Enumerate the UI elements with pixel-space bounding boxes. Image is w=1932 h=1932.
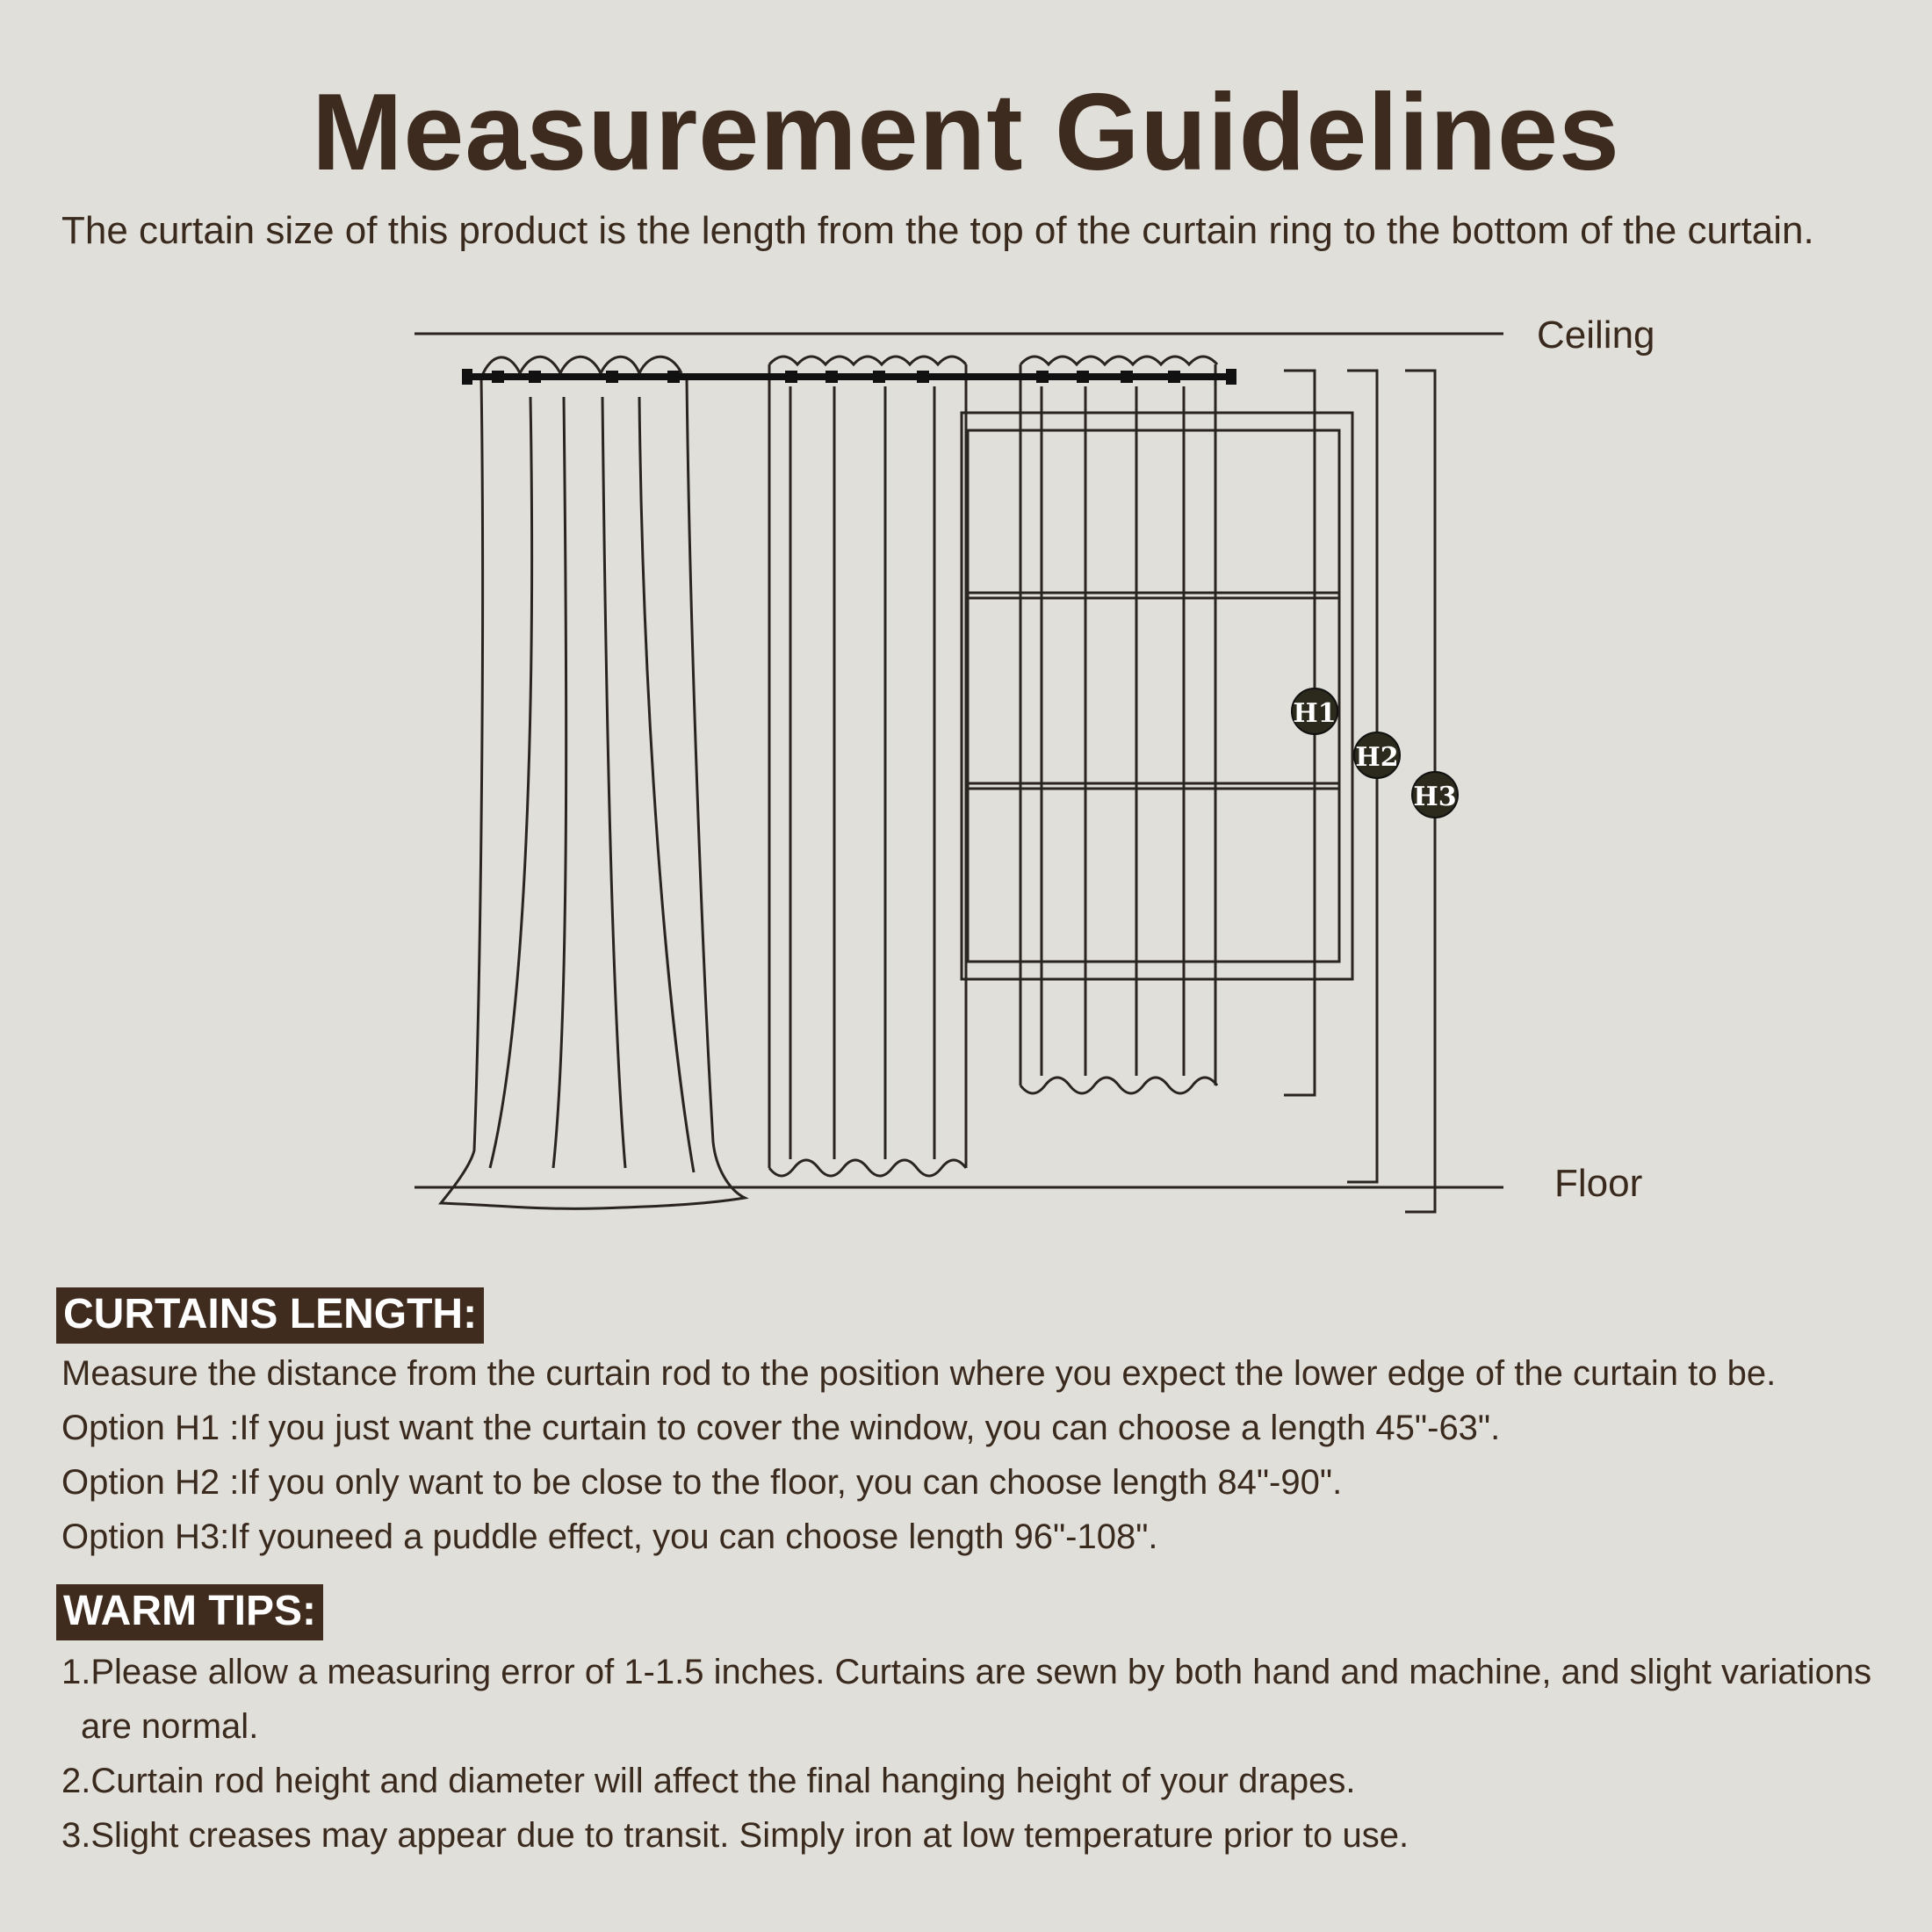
page-subtitle: The curtain size of this product is the length from the top of the curtain ring to the bottom of the curtain. [61,209,1814,252]
warm-tip-1-continued: are normal. [81,1707,259,1746]
warm-tip-1: 1.Please allow a measuring error of 1-1.5 inches. Curtains are sewn by both hand and machine, and slight variations [61,1653,1872,1691]
h3-marker [1412,772,1458,818]
curtains-length-line-3: Option H2 :If you only want to be close to the floor, you can choose length 84"-90". [61,1463,1343,1502]
h2-marker-text: H2 [1355,742,1399,773]
floor-label: Floor [1554,1162,1643,1205]
curtain-rod [462,369,1236,385]
window-inner-frame [968,430,1339,962]
curtains-length-line-4: Option H3:If youneed a puddle effect, you can choose length 96"-108". [61,1517,1158,1556]
h2-marker [1354,732,1400,778]
curtains-length-heading: CURTAINS LENGTH: [56,1287,484,1344]
warm-tip-2: 2.Curtain rod height and diameter will affect the final hanging height of your drapes. [61,1762,1356,1800]
floor-length-curtain [769,357,966,1176]
h1-marker [1292,688,1337,734]
ceiling-label: Ceiling [1537,314,1655,357]
warm-tip-3: 3.Slight creases may appear due to transit. Simply iron at low temperature prior to use. [61,1816,1409,1855]
curtains-length-line-2: Option H1 :If you just want the curtain to cover the window, you can choose a length 45"-63". [61,1409,1501,1447]
h3-marker-text: H3 [1413,782,1457,812]
page-title: Measurement Guidelines [312,72,1620,193]
curtains-length-line-1: Measure the distance from the curtain rod to the position where you expect the lower edge of the curtain to be. [61,1354,1777,1393]
window-length-curtain [1020,357,1217,1093]
h1-marker-text: H1 [1293,698,1337,729]
puddle-curtain [441,357,745,1208]
warm-tips-heading: WARM TIPS: [56,1584,323,1640]
